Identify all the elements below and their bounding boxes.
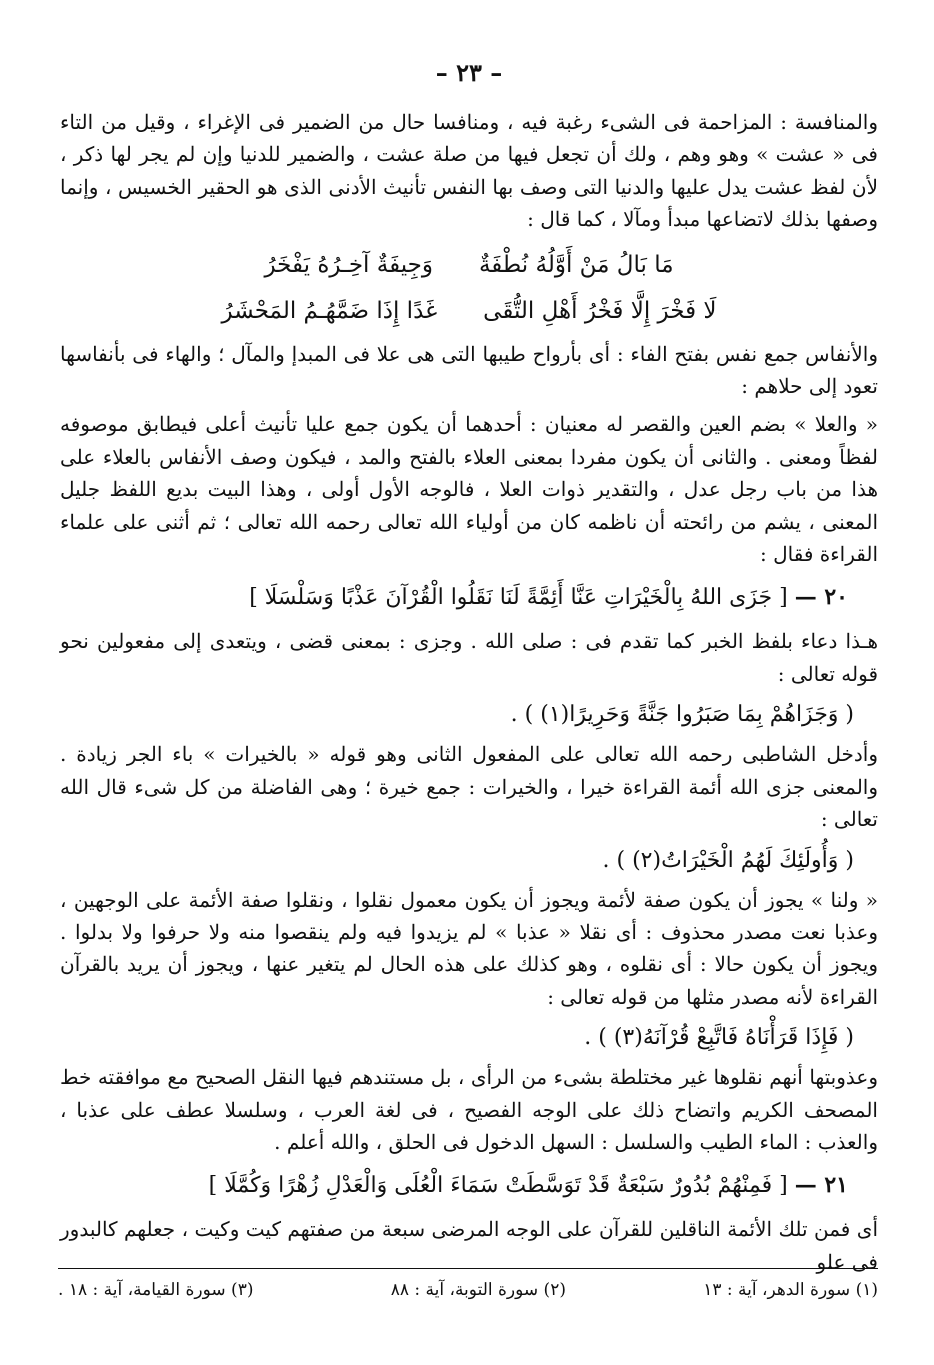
quran-quote-1: ( وَجَزَاهُمْ بِمَا صَبَرُوا جَنَّةً وَحَرِيرًا(١) ) . <box>510 702 854 728</box>
matn-text-21: [ فَمِنْهُمْ بُدُورٌ سَبْعَةٌ قَدْ تَوَسَّطَتْ سَمَاءَ الْعُلَى وَالْعَدْلِ زُهْرًا وَكُمَّلَا ] <box>208 1173 788 1199</box>
footnote-3: (٣) سورة القيامة، آية : ١٨ . <box>58 1280 254 1300</box>
page-number: – ٢٣ – <box>435 58 503 87</box>
footnote-divider <box>58 1268 878 1269</box>
paragraph-munafasa: والمنافسة : المزاحمة فى الشىء رغبة فيه ، ومنافسا حال من الضمير فى الإغراء ، وقيل من التاء فى « عشت » وهو وهم ، ولك أن تجعل فيها من صلة عشت ، والضمير للدنيا وإن لم يجر لها ذكر ، لأن لفظ عشت يدل عليها والدنيا التى وصف بها النفس تأنيث الأدنى الذى هو الحقير الخسيس ، وإنما وصفها بذلك لاتضاعها مبدأ ومآلا ، كما قال : <box>60 110 878 232</box>
paragraph-aimma: أى فمن تلك الأئمة الناقلين للقرآن على الوجه المرضى سبعة من صفتهم كيت وكيت ، جعلهم كالبدور فى علو <box>60 1217 878 1274</box>
paragraph-ula: « والعلا » بضم العين والقصر له معنيان : أحدهما أن يكون جمع عليا تأنيث أعلى فيطابق موصوفه لفظاً ومعنى . والثانى أن يكون مفردا بمعنى العلاء بالفتح والمد ، فيكون وصف الأنفاس بالعلاء على هذا من باب رجل عدل ، والتقدير ذوات العلا ، فالوجه الأول أولى ، وهذا البيت بديع اللفظ جليل المعنى ، يشم من رائحته أن ناظمه كان من أولياء الله تعالى رحمه الله تعالى ؛ ثم أثنى على علماء القراءة فقال : <box>60 412 878 567</box>
matn-line-21 <box>60 1164 878 1207</box>
footnotes <box>58 1276 878 1304</box>
verse-2-first-hemistich: لَا فَخْرَ إِلَّا فَخْرُ أَهْلِ التُّقَى <box>483 297 717 324</box>
paragraph-shatibi: وأدخل الشاطبى رحمه الله تعالى على المفعول الثانى وهو قوله « بالخيرات » باء الجر زيادة . والمعنى جزى الله أئمة القراءة خيرا ، والخيرات : جمع خيرة ؛ وهى الفاضلة من كل شىء قال الله تعالى : <box>60 742 878 832</box>
footnote-1: (١) سورة الدهر، آية : ١٣ <box>703 1280 878 1300</box>
matn-number-20: ٢٠ — <box>794 584 848 611</box>
footnote-2: (٢) سورة التوبة، آية : ٨٨ <box>390 1280 566 1300</box>
paragraph-anfas: والأنفاس جمع نفس بفتح الفاء : أى بأرواح طيبها التى هى علا فى المبدإ والمآل ؛ والهاء فى بأنفاسها تعود إلى حلاهم : <box>60 341 878 399</box>
matn-line-20 <box>60 576 878 619</box>
verse-2-second-hemistich: غَدًا إِذَا ضَمَّهُـمُ المَحْشَرُ <box>221 297 438 324</box>
paragraph-lana: « ولنا » يجوز أن يكون صفة لأئمة ويجوز أن يكون معمول نقلوا ، ونقلوا صفة الأئمة على الوجهين ، وعذبا نعت مصدر محذوف : أى نقلا « عذبا » لم يزيدوا فيه ولم ينقصوا منه ولا حرفوا ولا بدلوا . ويجوز أن يكون حالا : أى نقلوه ، وهو كذلك على هذه الحال لم يتغير عنها ، ويجوز أن يريد بالقرآن القراءة لأنه مصدر مثلها من قوله تعالى : <box>60 887 878 1009</box>
poem-verse-2 <box>60 288 878 334</box>
poem-verse-1 <box>60 242 878 288</box>
verse-1-first-hemistich: مَا بَالُ مَنْ أَوَّلُهُ نُطْفَةٌ <box>478 251 674 278</box>
quran-quote-2: ( وَأُولَئِكَ لَهُمُ الْخَيْرَاتُ(٢) ) . <box>602 847 854 873</box>
quran-quote-3: ( فَإِذَا قَرَأْنَاهُ فَاتَّبِعْ قُرْآنَهُ(٣) ) . <box>584 1025 854 1051</box>
matn-text-20: [ جَزَى اللهُ بِالْخَيْرَاتِ عَنَّا أَئِمَّةً لَنَا نَقَلُوا الْقُرْآنَ عَذْبًا وَسَلْسَلَا ] <box>249 585 788 611</box>
paragraph-udhuba: وعذوبتها أنهم نقلوها غير مختلطة بشىء من الرأى ، بل مستندهم فيها النقل الصحيح مع موافقته خط المصحف الكريم واتضاح ذلك على الوجه الفصيح ، فى لغة العرب ، وسلسلا عطف على عذبا ، والعذب : الماء الطيب والسلسل : السهل الدخول فى الحلق ، والله أعلم . <box>60 1065 878 1154</box>
paragraph-jaza: هـذا دعاء بلفظ الخبر كما تقدم فى : صلى الله . وجزى : بمعنى قضى ، ويتعدى إلى مفعولين نحو قوله تعالى : <box>60 629 878 686</box>
verse-1-second-hemistich: وَجِيفَةٌ آخِـرُهُ يَفْخَرُ <box>264 251 433 278</box>
matn-number-21: ٢١ — <box>794 1172 848 1199</box>
